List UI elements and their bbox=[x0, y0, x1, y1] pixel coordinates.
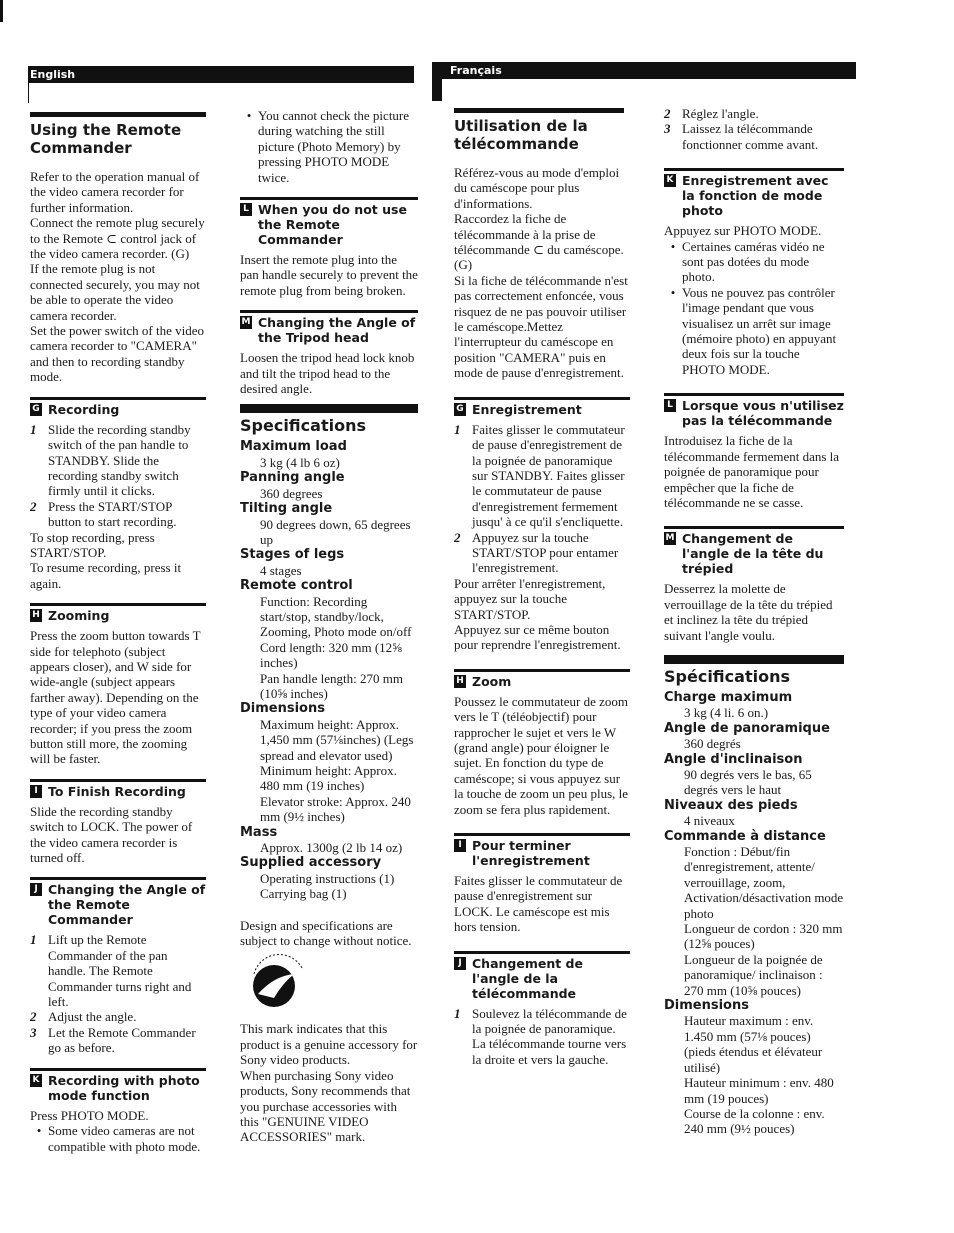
letter-badge: I bbox=[454, 839, 466, 852]
section-rule bbox=[240, 404, 418, 413]
letter-badge: H bbox=[454, 675, 466, 688]
spec-value: 360 degrés bbox=[684, 736, 741, 752]
spec-value: 90 degrés vers le bas, 65 degrés vers le haut bbox=[684, 766, 812, 798]
stop-recording-text: To stop recording, press START/STOP. bbox=[30, 529, 155, 560]
section-rule bbox=[240, 310, 418, 313]
spec-value: Pan handle length: 270 mm (10⅝ inches) bbox=[260, 670, 403, 701]
fr-finish-body: Faites glisser le commutateur de pause d'enregistrement sur LOCK. Le caméscope est mis hors tension. bbox=[454, 873, 623, 935]
spec-value: Hauteur minimum : env. 480 mm (19 pouces) bbox=[684, 1075, 834, 1106]
french-header-stub bbox=[432, 79, 442, 101]
fr-photo-mode-heading: K Enregistrement avec la fonction de mode photo bbox=[664, 173, 844, 218]
letter-badge: K bbox=[30, 1074, 42, 1087]
section-rule bbox=[30, 112, 206, 117]
letter-badge: H bbox=[30, 609, 42, 622]
zooming-body: Press the zoom button towards T side for telephoto (subject appears closer), and W side for wide-angle (subject appears farther away). Depending on the type of your video camera recorder; if you press the zoom button still more, the zooming will be faster. bbox=[30, 628, 201, 767]
fr-finish-heading: I Pour terminer l'enregistrement bbox=[454, 838, 630, 868]
bullet-item: • You cannot check the picture during watching the still picture (Photo Memory) by pressing PHOTO MODE twice. bbox=[246, 108, 410, 185]
fr-angle-remote-heading: J Changement de l'angle de la télécommande bbox=[454, 956, 630, 1001]
letter-badge: M bbox=[665, 533, 675, 544]
using-para-2: Connect the remote plug securely to the Remote ⊂ control jack of the video camera recorder. (G) bbox=[30, 215, 205, 262]
bullet-item: • Some video cameras are not compatible with photo mode. bbox=[36, 1123, 201, 1154]
tripod-heading: M Changing the Angle of the Tripod head bbox=[241, 315, 416, 346]
spec-term: Dimensions bbox=[664, 998, 749, 1014]
section-rule bbox=[664, 393, 844, 396]
letter-badge: L bbox=[664, 399, 676, 412]
fr-recording-heading: G Enregistrement bbox=[454, 402, 630, 417]
fr-zoom-heading: H Zoom bbox=[454, 674, 630, 689]
spec-term: Angle d'inclinaison bbox=[664, 751, 803, 767]
specifications-title: Specifications bbox=[240, 416, 366, 436]
section-rule bbox=[454, 108, 624, 113]
step-item: 1 Slide the recording standby switch of the pan handle to STANDBY. Slide the recording standby switch firmly until it clicks. bbox=[30, 421, 191, 499]
spec-value: Carrying bag (1) bbox=[260, 886, 347, 902]
angle-remote-heading: J Changing the Angle of the Remote Commander bbox=[30, 882, 206, 927]
letter-badge: I bbox=[30, 785, 42, 798]
spec-value: Approx. 1300g (2 lb 14 oz) bbox=[260, 840, 403, 856]
spec-value: Longueur de cordon : 320 mm (12⅝ pouces) bbox=[684, 921, 843, 952]
step-item: 1 Soulevez la télécommande de la poignée de panoramique. La télécommande tourne vers la droite et vers la gauche. bbox=[454, 1005, 627, 1067]
design-note: Design and specifications are subject to change without notice. bbox=[240, 917, 412, 949]
finish-body: Slide the recording standby switch to LOCK. The power of the video camera recorder is turned off. bbox=[30, 803, 193, 866]
fr-photo-mode-body: Appuyez sur PHOTO MODE. bbox=[664, 223, 822, 239]
spec-value: 4 niveaux bbox=[684, 813, 735, 829]
step-item: 2 Press the START/STOP button to start recording. bbox=[30, 498, 177, 530]
using-para-3: If the remote plug is not connected securely, you may not be able to operate the video camera recorder. bbox=[30, 261, 200, 323]
spec-value: Cord length: 320 mm (12⅝ inches) bbox=[260, 639, 402, 671]
zooming-heading: H Zooming bbox=[30, 608, 206, 623]
spec-term: Angle de panoramique bbox=[664, 720, 830, 736]
letter-badge: L bbox=[240, 203, 252, 216]
spec-term: Panning angle bbox=[240, 470, 345, 486]
photo-mode-heading: K Recording with photo mode function bbox=[30, 1073, 206, 1103]
english-header-bar bbox=[28, 66, 414, 83]
spec-value: Function: Recording start/stop, standby/lock, Zooming, Photo mode on/off bbox=[260, 593, 412, 640]
section-rule bbox=[454, 951, 630, 954]
spec-term: Charge maximum bbox=[664, 689, 793, 705]
spec-value: Hauteur maximum : env. 1.450 mm (57⅛ pouces) (pieds étendus et élévateur utilisé) bbox=[684, 1013, 823, 1075]
french-label: Français bbox=[450, 64, 502, 77]
bullet-item: • Certaines caméras vidéo ne sont pas dotées du mode photo. bbox=[670, 238, 825, 285]
spec-term: Niveaux des pieds bbox=[664, 797, 798, 813]
french-column-2 bbox=[664, 106, 844, 1137]
photo-mode-body: Press PHOTO MODE. bbox=[30, 1107, 149, 1123]
section-rule bbox=[664, 526, 844, 529]
english-column-1 bbox=[30, 112, 206, 1154]
fr-resume-recording-text: Appuyez sur ce même bouton pour reprendre l'enregistrement. bbox=[454, 621, 621, 653]
spec-value: Longueur de la poignée de panoramique/ inclinaison : 270 mm (10⅝ pouces) bbox=[684, 951, 823, 998]
letter-badge: M bbox=[241, 317, 251, 328]
page-edge-mark bbox=[0, 0, 3, 22]
fr-not-use-body: Introduisez la fiche de la télécommande fermement dans la poignée de panoramique pour empêcher que la fiche de télécommande ne se casse. bbox=[664, 433, 840, 510]
step-item: 1 Lift up the Remote Commander of the pan handle. The Remote Commander turns right and left. bbox=[30, 932, 192, 1010]
spec-term: Dimensions bbox=[240, 701, 325, 717]
spec-term: Remote control bbox=[240, 578, 353, 594]
english-column-2 bbox=[240, 108, 418, 1145]
spec-term: Mass bbox=[240, 824, 278, 840]
fr-zoom-body: Poussez le commutateur de zoom vers le T (téléobjectif) pour rapprocher le sujet et vers le W (grand angle) pour éloigner le sujet. En fonction du type de caméscope; si vous appuyez sur la touche de zoom un peu plus, le zoom se fera plus rapidement. bbox=[454, 693, 629, 817]
fr-not-use-heading: L Lorsque vous n'utilisez pas la télécommande bbox=[664, 398, 844, 428]
spec-term: Supplied accessory bbox=[240, 855, 382, 871]
mark-para-2: When purchasing Sony video products, Sony recommends that you purchase accessories with this "GENUINE VIDEO ACCESSORIES" mark. bbox=[240, 1067, 411, 1145]
spec-term: Tilting angle bbox=[240, 501, 333, 517]
spec-value: Elevator stroke: Approx. 240 mm (9½ inches) bbox=[260, 793, 411, 825]
fr-specifications-title: Spécifications bbox=[664, 666, 790, 686]
fr-using-para-3: Si la fiche de télécommande n'est pas correctement enfoncée, vous risquez de ne pas pouvoir utiliser le caméscope.Mettez l'interrupteur du caméscope en position "CAMERA" puis en mode de pause d'enregistrement. bbox=[454, 272, 628, 381]
section-rule bbox=[30, 877, 206, 880]
fr-stop-recording-text: Pour arrêter l'enregistrement, appuyez sur la touche START/STOP. bbox=[454, 575, 606, 622]
mark-para-1: This mark indicates that this product is a genuine accessory for Sony video products. bbox=[240, 1021, 418, 1068]
spec-value: Fonction : Début/fin d'enregistrement, attente/ verrouillage, zoom, Activation/désactivation mode photo bbox=[684, 844, 844, 921]
spec-value: Minimum height: Approx. 480 mm (19 inches) bbox=[260, 763, 397, 794]
spec-term: Stages of legs bbox=[240, 547, 345, 563]
section-rule bbox=[454, 669, 630, 672]
using-para-4: Set the power switch of the video camera recorder to "CAMERA" and then to recording standby mode. bbox=[30, 323, 205, 385]
step-item: 2 Adjust the angle. bbox=[30, 1009, 137, 1025]
english-header-stub bbox=[28, 83, 29, 103]
spec-value: 3 kg (4 lb 6 oz) bbox=[260, 454, 340, 470]
section-rule bbox=[30, 397, 206, 400]
fr-tripod-heading: M Changement de l'angle de la tête du trépied bbox=[665, 531, 824, 577]
section-rule bbox=[30, 1068, 206, 1071]
using-title: Using the Remote Commander bbox=[30, 121, 182, 157]
spec-value: Operating instructions (1) bbox=[260, 870, 395, 886]
spec-term: Commande à distance bbox=[664, 828, 826, 844]
section-rule bbox=[30, 603, 206, 606]
spec-value: Course de la colonne : env. 240 mm (9½ pouces) bbox=[684, 1105, 825, 1137]
fr-tripod-body: Desserrez la molette de verrouillage de la tête du trépied et inclinez la tête du trépied suivant l'angle voulu. bbox=[664, 581, 833, 643]
letter-badge: G bbox=[30, 403, 42, 416]
fr-using-para-2: Raccordez la fiche de télécommande à la prise de télécommande ⊂ du caméscope. (G) bbox=[454, 211, 624, 273]
spec-value: 4 stages bbox=[260, 562, 302, 578]
resume-recording-text: To resume recording, press it again. bbox=[30, 560, 182, 591]
section-rule bbox=[240, 197, 418, 200]
spec-value: 90 degrees down, 65 degrees up bbox=[260, 516, 411, 547]
using-para-1: Refer to the operation manual of the video camera recorder for further information. bbox=[30, 169, 200, 215]
genuine-accessories-logo bbox=[244, 954, 418, 1015]
step-item: 3 Laissez la télécommande fonctionner comme avant. bbox=[664, 121, 819, 152]
not-use-body: Insert the remote plug into the pan handle securely to prevent the remote plug from being broken. bbox=[240, 252, 418, 298]
finish-heading: I To Finish Recording bbox=[30, 784, 206, 799]
section-rule bbox=[664, 655, 844, 664]
step-item: 3 Let the Remote Commander go as before. bbox=[30, 1024, 196, 1056]
spec-value: 360 degrees bbox=[260, 485, 323, 501]
letter-badge: J bbox=[454, 957, 466, 970]
step-item: 2 Appuyez sur la touche START/STOP pour entamer l'enregistrement. bbox=[454, 529, 619, 576]
section-rule bbox=[30, 779, 206, 782]
letter-badge: J bbox=[30, 883, 42, 896]
section-rule bbox=[454, 833, 630, 836]
spec-term: Maximum load bbox=[240, 439, 347, 455]
recording-heading: G Recording bbox=[30, 402, 206, 417]
english-label: English bbox=[30, 68, 76, 81]
step-item: 1 Faites glisser le commutateur de pause d'enregistrement de la poignée de panoramique sur STANDBY. Faites glisser le commutateur de pause d'enregistrement fermement jusqu' à ce qu'il s'encliquette. bbox=[454, 421, 625, 530]
spec-value: 3 kg (4 li. 6 on.) bbox=[684, 705, 769, 721]
section-rule bbox=[664, 168, 844, 171]
french-header-bar bbox=[432, 62, 856, 79]
not-use-heading: L When you do not use the Remote Commander bbox=[240, 202, 418, 247]
tripod-body: Loosen the tripod head lock knob and tilt the tripod head to the desired angle. bbox=[240, 350, 415, 397]
spec-value: Maximum height: Approx. 1,450 mm (57⅛inches) (Legs spread and elevator used) bbox=[260, 716, 414, 763]
genuine-accessories-icon bbox=[244, 954, 314, 1010]
letter-badge: G bbox=[454, 403, 466, 416]
step-item: 2 Réglez l'angle. bbox=[664, 106, 759, 121]
section-rule bbox=[454, 397, 630, 400]
bullet-item: • Vous ne pouvez pas contrôler l'image pendant que vous visualisez un arrêt sur image (mémoire photo) en appuyant deux fois sur la touche PHOTO MODE. bbox=[670, 284, 837, 377]
french-column-1 bbox=[454, 108, 630, 1067]
fr-using-title: Utilisation de la télécommande bbox=[454, 117, 588, 153]
letter-badge: K bbox=[664, 174, 676, 187]
fr-using-para-1: Référez-vous au mode d'emploi du caméscope pour plus d'informations. bbox=[454, 165, 620, 211]
